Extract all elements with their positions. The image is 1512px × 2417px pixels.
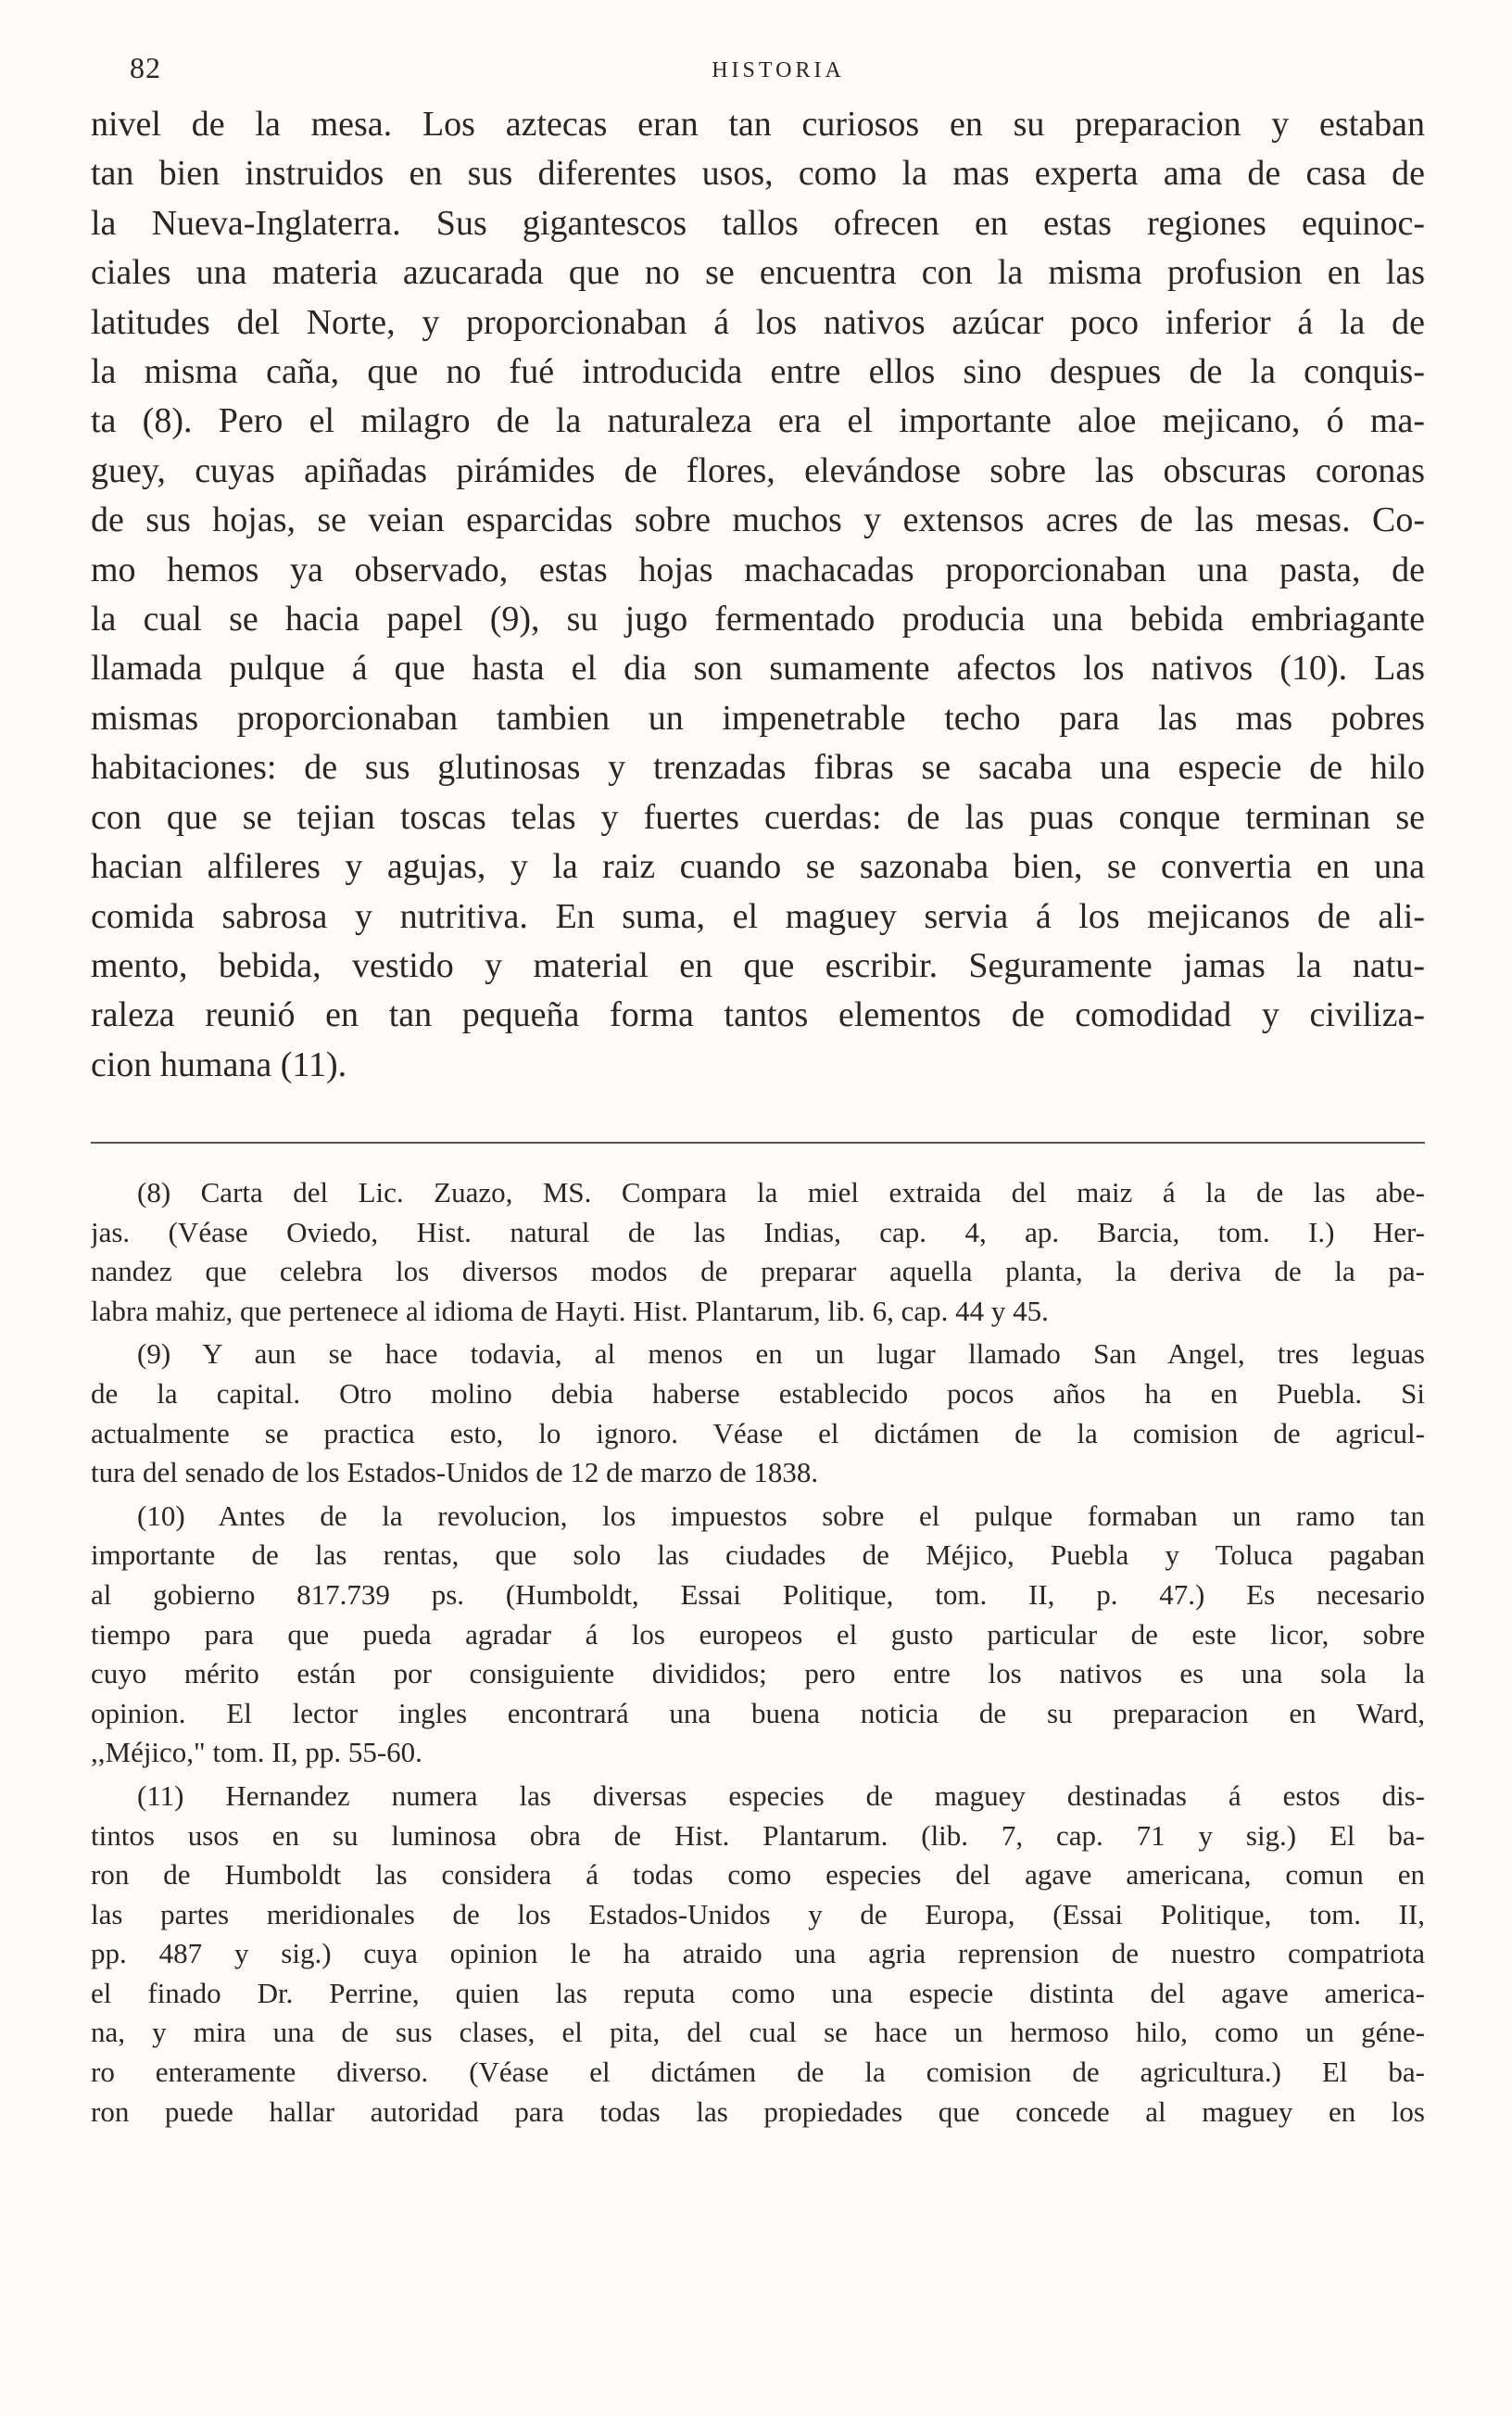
running-title: HISTORIA xyxy=(712,58,845,82)
footnote-line: al gobierno 817.739 ps. (Humboldt, Essai Politique, tom. II, p. 47.) Es necesario xyxy=(91,1577,1425,1611)
text-line: nivel de la mesa. Los aztecas eran tan curiosos en su preparacion y estaban xyxy=(91,105,1425,144)
text-line: latitudes del Norte, y proporcionaban á los nativos azúcar poco inferior á la de xyxy=(91,302,1425,342)
footnote-line: (10) Antes de la revolucion, los impuestos sobre el pulque formaban un ramo tan xyxy=(137,1499,1425,1532)
footnote-line: el finado Dr. Perrine, quien las reputa como una especie distinta del agave america- xyxy=(91,1976,1425,2009)
text-line: llamada pulque á que hasta el dia son sumamente afectos los nativos (10). Las xyxy=(91,649,1425,689)
text-line: la misma caña, que no fué introducida entre ellos sino despues de la conquis- xyxy=(91,352,1425,392)
footnote-line: cuyo mérito están por consiguiente divididos; pero entre los nativos es una sola la xyxy=(91,1657,1425,1690)
footnote-line: importante de las rentas, que solo las ciudades de Méjico, Puebla y Toluca pagaban xyxy=(91,1538,1425,1572)
footnote-line: jas. (Véase Oviedo, Hist. natural de las Indias, cap. 4, ap. Barcia, tom. I.) Her- xyxy=(91,1215,1425,1248)
text-line: habitaciones: de sus glutinosas y trenzadas fibras se sacaba una especie de hilo xyxy=(91,748,1425,788)
footnote-line: nandez que celebra los diversos modos de preparar aquella planta, la deriva de la pa- xyxy=(91,1255,1425,1288)
text-line: raleza reunió en tan pequeña forma tantos elementos de comodidad y civiliza- xyxy=(91,995,1425,1035)
text-line: ciales una materia azucarada que no se encuentra con la misma profusion en las xyxy=(91,253,1425,293)
text-line: cion humana (11). xyxy=(91,1044,347,1084)
text-line: tan bien instruidos en sus diferentes usos, como la mas experta ama de casa de xyxy=(91,154,1425,194)
footnotes xyxy=(91,1173,1425,2135)
main-text xyxy=(91,100,1425,1090)
footnote-line: tura del senado de los Estados-Unidos de 12 de marzo de 1838. xyxy=(91,1456,819,1489)
text-line: guey, cuyas apiñadas pirámides de flores, elevándose sobre las obscuras coronas xyxy=(91,450,1425,490)
page-header xyxy=(130,51,1427,97)
text-line: ta (8). Pero el milagro de la naturaleza era el importante aloe mejicano, ó ma- xyxy=(91,401,1425,441)
text-line: mo hemos ya observado, estas hojas machacadas proporcionaban una pasta, de xyxy=(91,550,1425,589)
text-line: de sus hojas, se veian esparcidas sobre muchos y extensos acres de las mesas. Co- xyxy=(91,500,1425,540)
footnote-8 xyxy=(91,1173,1425,1331)
text-line: la cual se hacia papel (9), su jugo fermentado producia una bebida embriagante xyxy=(91,600,1425,639)
footnote-line: tintos usos en su luminosa obra de Hist. Plantarum. (lib. 7, cap. 71 y sig.) El ba- xyxy=(91,1818,1425,1852)
footnote-line: pp. 487 y sig.) cuya opinion le ha atraido una agria reprension de nuestro compatriota xyxy=(91,1937,1425,1970)
footnote-line: actualmente se practica esto, lo ignoro. Véase el dictámen de la comision de agricul- xyxy=(91,1416,1425,1449)
page-number: 82 xyxy=(130,51,161,84)
footnote-line: las partes meridionales de los Estados-Unidos y de Europa, (Essai Politique, tom. II, xyxy=(91,1897,1425,1930)
footnote-line: (11) Hernandez numera las diversas especies de maguey destinadas á estos dis- xyxy=(137,1778,1425,1812)
text-line: hacian alfileres y agujas, y la raiz cuando se sazonaba bien, se convertia en una xyxy=(91,847,1425,887)
footnote-line: na, y mira una de sus clases, el pita, del cual se hace un hermoso hilo, como un géne- xyxy=(91,2016,1425,2049)
text-line: la Nueva-Inglaterra. Sus gigantescos tallos ofrecen en estas regiones equinoc- xyxy=(91,203,1425,243)
footnote-line: labra mahiz, que pertenece al idioma de Hayti. Hist. Plantarum, lib. 6, cap. 44 y 45. xyxy=(91,1294,1049,1327)
footnote-line: (9) Y aun se hace todavia, al menos en un lugar llamado San Angel, tres leguas xyxy=(137,1337,1425,1371)
footnote-line: (8) Carta del Lic. Zuazo, MS. Compara la miel extraida del maiz á la de las abe- xyxy=(137,1176,1425,1208)
text-line: con que se tejian toscas telas y fuertes cuerdas: de las puas conque terminan se xyxy=(91,797,1425,837)
footnote-10 xyxy=(91,1497,1425,1773)
footnote-11 xyxy=(91,1777,1425,2132)
footnote-line: ron puede hallar autoridad para todas las propiedades que concede al maguey en los xyxy=(91,2094,1425,2128)
footnote-line: ro enteramente diverso. (Véase el dictámen de la comision de agricultura.) El ba- xyxy=(91,2056,1425,2089)
text-line: mismas proporcionaban tambien un impenetrable techo para las mas pobres xyxy=(91,698,1425,738)
footnote-9 xyxy=(91,1335,1425,1492)
footnote-divider xyxy=(91,1142,1425,1144)
footnote-line: de la capital. Otro molino debia haberse establecido pocos años ha en Puebla. Si xyxy=(91,1376,1425,1410)
text-line: mento, bebida, vestido y material en que escribir. Seguramente jamas la natu- xyxy=(91,945,1425,985)
text-line: comida sabrosa y nutritiva. En suma, el maguey servia á los mejicanos de ali- xyxy=(91,896,1425,936)
footnote-line: opinion. El lector ingles encontrará una buena noticia de su preparacion en Ward, xyxy=(91,1696,1425,1729)
footnote-line: tiempo para que pueda agradar á los europeos el gusto particular de este licor, sobre xyxy=(91,1617,1425,1651)
footnote-line: ,,Méjico," tom. II, pp. 55-60. xyxy=(91,1736,422,1769)
footnote-line: ron de Humboldt las considera á todas como especies del agave americana, comun en xyxy=(91,1858,1425,1892)
